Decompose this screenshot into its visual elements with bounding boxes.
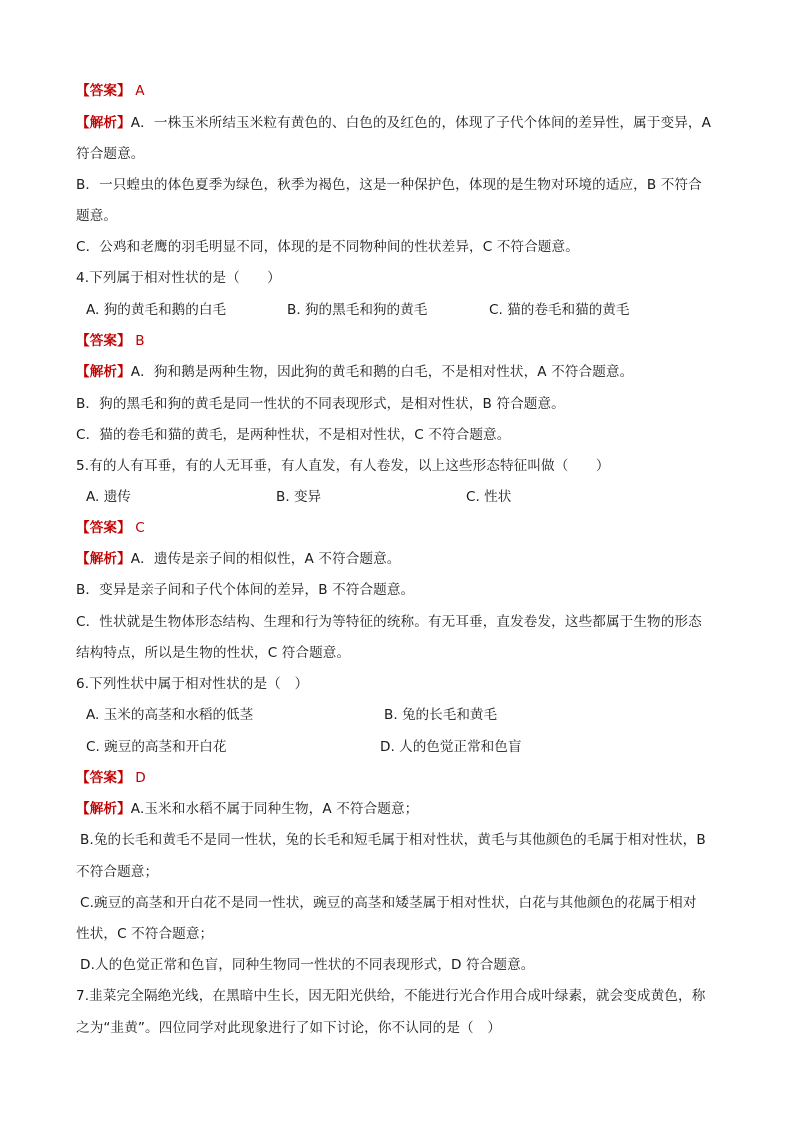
answer-line-q3 <box>76 81 718 101</box>
question-stem-q6: 6.下列性状中属于相对性状的是（ ） <box>76 676 309 692</box>
question-stem-q5: 5.有的人有耳垂，有的人无耳垂，有人直发，有人卷发，以上这些形态特征叫做（ ） <box>76 458 610 474</box>
option-d: D. 人的色觉正常和色盲 <box>380 739 522 755</box>
answer-letter: A <box>135 83 145 99</box>
option-c: C. 豌豆的高茎和开白花 <box>86 739 227 755</box>
answer-letter: C <box>135 520 145 536</box>
answer-label: 【答案】 <box>76 770 131 786</box>
analysis-text: B.兔的长毛和黄毛不是同一性状，兔的长毛和短毛属于相对性状，黄毛与其他颜色的毛属于相对性状，B <box>80 832 706 848</box>
analysis-text: A.玉米和水稻不属于同种生物，A 不符合题意； <box>130 801 419 817</box>
answer-letter: B <box>135 333 145 349</box>
question-stem-q4: 4.下列属于相对性状的是（ ） <box>76 270 281 286</box>
option-b: B. 兔的长毛和黄毛 <box>384 707 498 723</box>
answer-label: 【答案】 <box>76 520 131 536</box>
analysis-text: A．一株玉米所结玉米粒有黄色的、白色的及红色的，体现了子代个体间的差异性，属于变异，A <box>130 115 712 131</box>
analysis-text: C．猫的卷毛和猫的黄毛，是两种性状，不是相对性状，C 不符合题意。 <box>76 427 511 443</box>
analysis-text: C．性状就是生物体形态结构、生理和行为等特征的统称。有无耳垂，直发卷发，这些都属于生物的形态 <box>76 614 702 630</box>
analysis-text: 不符合题意； <box>76 864 159 880</box>
analysis-text: 题意。 <box>76 208 118 224</box>
analysis-text: 性状，C 不符合题意； <box>76 926 214 942</box>
analysis-line <box>76 799 718 819</box>
option-b: B. 变异 <box>276 489 322 505</box>
analysis-text: C.豌豆的高茎和开白花不是同一性状，豌豆的高茎和矮茎属于相对性状，白花与其他颜色的花属于相对 <box>80 895 697 911</box>
option-a: A. 狗的黄毛和鹅的白毛 <box>86 302 227 318</box>
analysis-label: 【解析】 <box>76 115 131 131</box>
analysis-text: A．狗和鹅是两种生物，因此狗的黄毛和鹅的白毛，不是相对性状，A 不符合题意。 <box>130 364 634 380</box>
option-c: C. 性状 <box>466 489 512 505</box>
analysis-text: C．公鸡和老鹰的羽毛明显不同，体现的是不同物种间的性状差异，C 不符合题意。 <box>76 239 579 255</box>
analysis-text: A．遗传是亲子间的相似性，A 不符合题意。 <box>130 551 401 567</box>
answer-line-q6 <box>76 768 718 788</box>
analysis-text: 结构特点，所以是生物的性状，C 符合题意。 <box>76 645 351 661</box>
answer-line-q4 <box>76 331 718 351</box>
analysis-text: 符合题意。 <box>76 146 145 162</box>
answer-label: 【答案】 <box>76 83 131 99</box>
question-stem-q7-cont: 之为“韭黄”。四位同学对此现象进行了如下讨论，你不认同的是（ ） <box>76 1020 502 1036</box>
analysis-text: D.人的色觉正常和色盲，同种生物同一性状的不同表现形式，D 符合题意。 <box>80 957 535 973</box>
option-c: C. 猫的卷毛和猫的黄毛 <box>489 302 630 318</box>
analysis-label: 【解析】 <box>76 551 131 567</box>
analysis-text: B．一只蝗虫的体色夏季为绿色，秋季为褐色，这是一种保护色，体现的是生物对环境的适应，B 不符合 <box>76 177 702 193</box>
analysis-line <box>76 549 718 569</box>
question-stem-q7: 7.韭菜完全隔绝光线，在黑暗中生长，因无阳光供给，不能进行光合作用合成叶绿素，就会变成黄色，称 <box>76 988 706 1004</box>
analysis-label: 【解析】 <box>76 364 131 380</box>
analysis-text: B．狗的黑毛和狗的黄毛是同一性状的不同表现形式，是相对性状，B 符合题意。 <box>76 396 565 412</box>
answer-letter: D <box>135 770 146 786</box>
analysis-line <box>76 113 718 133</box>
analysis-line <box>76 362 718 382</box>
answer-label: 【答案】 <box>76 333 131 349</box>
answer-line-q5 <box>76 518 718 538</box>
option-a: A. 玉米的高茎和水稻的低茎 <box>86 707 254 723</box>
option-a: A. 遗传 <box>86 489 131 505</box>
analysis-label: 【解析】 <box>76 801 131 817</box>
option-b: B. 狗的黑毛和狗的黄毛 <box>287 302 428 318</box>
analysis-text: B．变异是亲子间和子代个体间的差异，B 不符合题意。 <box>76 582 415 598</box>
